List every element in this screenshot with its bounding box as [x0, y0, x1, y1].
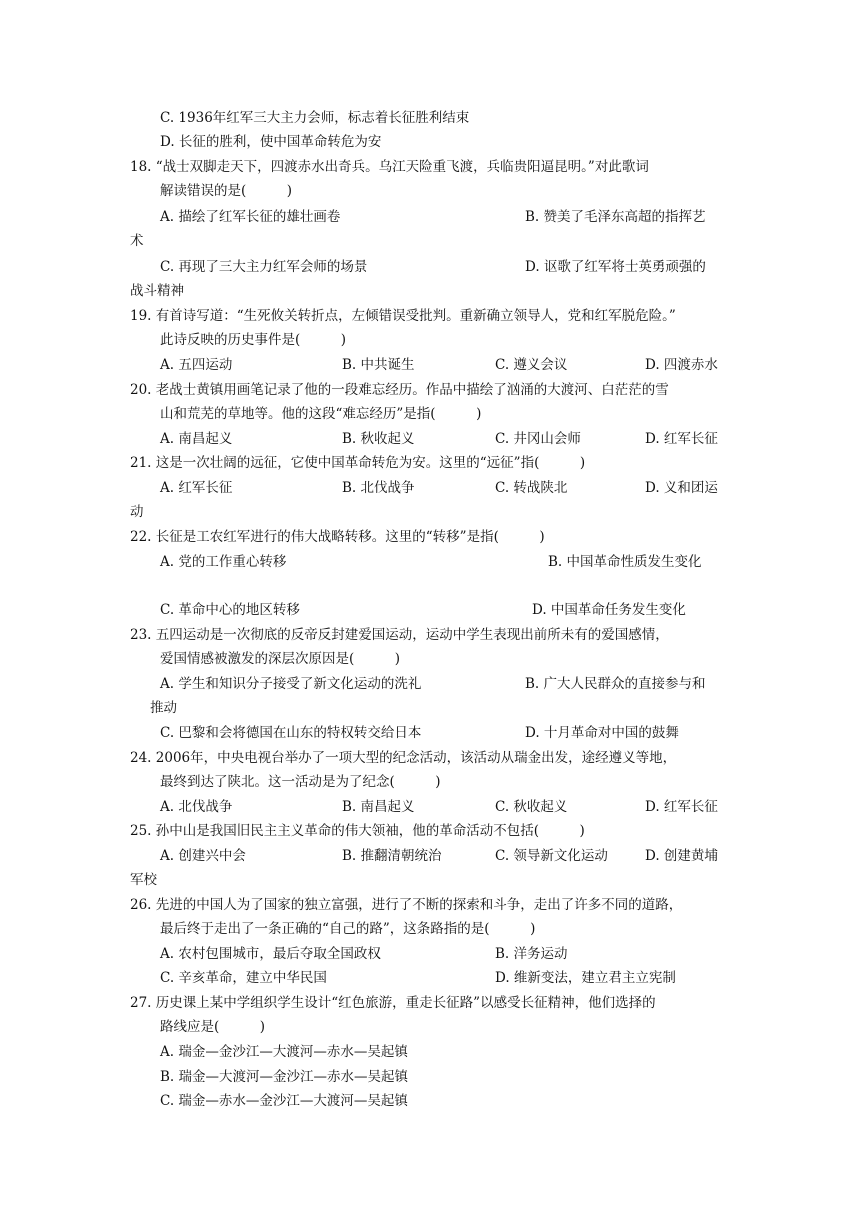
q19-option-a: A. 五四运动 — [160, 357, 233, 373]
q19-stem-cont: 此诗反映的历史事件是( ) — [160, 332, 347, 348]
q23-stem-cont: 爱国情感被激发的深层次原因是( ) — [160, 651, 401, 667]
q24-option-c: C. 秋收起义 — [495, 799, 568, 815]
q24-option-d: D. 红军长征 — [645, 799, 718, 815]
q26-option-c: C. 辛亥革命，建立中华民国 — [160, 970, 327, 986]
q18-option-b: B. 赞美了毛泽东高超的指挥艺 — [525, 209, 706, 225]
q23-option-b-wrap: 推动 — [150, 700, 177, 716]
q23-option-c: C. 巴黎和会将德国在山东的特权转交给日本 — [160, 725, 422, 741]
q22-option-a: A. 党的工作重心转移 — [160, 554, 287, 570]
q21-stem: 21. 这是一次壮阔的远征，它使中国革命转危为安。这里的“远征”指( ) — [130, 455, 586, 471]
q25-option-b: B. 推翻清朝统治 — [342, 848, 442, 864]
q25-option-d: D. 创建黄埔 — [645, 848, 718, 864]
q21-option-c: C. 转战陕北 — [495, 480, 568, 496]
q27-option-c: C. 瑞金—赤水—金沙江—大渡河—吴起镇 — [160, 1093, 408, 1109]
q20-option-d: D. 红军长征 — [645, 431, 718, 447]
q20-option-b: B. 秋收起义 — [342, 431, 415, 447]
q19-option-b: B. 中共诞生 — [342, 357, 415, 373]
q27-stem-cont: 路线应是( ) — [160, 1019, 266, 1035]
q19-option-c: C. 遵义会议 — [495, 357, 568, 373]
q26-option-d: D. 维新变法，建立君主立宪制 — [495, 970, 676, 986]
q23-option-d: D. 十月革命对中国的鼓舞 — [525, 725, 679, 741]
q26-stem: 26. 先进的中国人为了国家的独立富强，进行了不断的探索和斗争，走出了许多不同的道路， — [130, 897, 683, 913]
q24-stem-cont: 最终到达了陕北。这一活动是为了纪念( ) — [160, 774, 441, 790]
q18-stem: 18. “战士双脚走天下，四渡赤水出奇兵。乌江天险重飞渡，兵临贵阳逼昆明。”对此歌词 — [130, 159, 649, 175]
q27-option-b: B. 瑞金—大渡河—金沙江—赤水—吴起镇 — [160, 1069, 409, 1085]
q18-option-c: C. 再现了三大主力红军会师的场景 — [160, 259, 368, 275]
q19-stem: 19. 有首诗写道：“生死攸关转折点，左倾错误受批判。重新确立领导人，党和红军脱危险。” — [130, 308, 676, 324]
q20-stem: 20. 老战士黄镇用画笔记录了他的一段难忘经历。作品中描绘了汹涌的大渡河、白茫茫的雪 — [130, 382, 669, 398]
q18-option-d-wrap: 战斗精神 — [130, 283, 184, 299]
q18-option-b-wrap: 术 — [130, 233, 144, 249]
q17-option-c: C. 1936年红军三大主力会师，标志着长征胜利结束 — [160, 110, 470, 126]
q22-option-c: C. 革命中心的地区转移 — [160, 602, 300, 618]
q18-option-d: D. 讴歌了红军将士英勇顽强的 — [525, 259, 706, 275]
q20-option-a: A. 南昌起义 — [160, 431, 233, 447]
q26-option-b: B. 洋务运动 — [495, 946, 568, 962]
q25-option-a: A. 创建兴中会 — [160, 848, 246, 864]
q22-option-b: B. 中国革命性质发生变化 — [548, 554, 702, 570]
q21-option-d-wrap: 动 — [130, 504, 144, 520]
q24-option-a: A. 北伐战争 — [160, 799, 233, 815]
q26-option-a: A. 农村包围城市，最后夺取全国政权 — [160, 946, 381, 962]
q19-option-d: D. 四渡赤水 — [645, 357, 718, 373]
q17-option-d: D. 长征的胜利，使中国革命转危为安 — [160, 134, 382, 150]
q23-stem: 23. 五四运动是一次彻底的反帝反封建爱国运动，运动中学生表现出前所未有的爱国感情， — [130, 627, 669, 643]
q24-option-b: B. 南昌起义 — [342, 799, 415, 815]
q21-option-d: D. 义和团运 — [645, 480, 718, 496]
q21-option-b: B. 北伐战争 — [342, 480, 415, 496]
q23-option-b: B. 广大人民群众的直接参与和 — [525, 676, 706, 692]
q22-option-d: D. 中国革命任务发生变化 — [532, 602, 686, 618]
q24-stem: 24. 2006年，中央电视台举办了一项大型的纪念活动，该活动从瑞金出发，途经遵义等地， — [130, 750, 677, 766]
q27-stem: 27. 历史课上某中学组织学生设计“红色旅游，重走长征路”以感受长征精神，他们选择的 — [130, 995, 656, 1011]
q18-stem-cont: 解读错误的是( ) — [160, 183, 293, 199]
q27-option-a: A. 瑞金—金沙江—大渡河—赤水—吴起镇 — [160, 1044, 408, 1060]
q20-option-c: C. 井冈山会师 — [495, 431, 581, 447]
q20-stem-cont: 山和荒芜的草地等。他的这段“难忘经历”是指( ) — [160, 406, 482, 422]
q22-stem: 22. 长征是工农红军进行的伟大战略转移。这里的“转移”是指( ) — [130, 529, 545, 545]
q25-option-d-wrap: 军校 — [130, 872, 157, 888]
q23-option-a: A. 学生和知识分子接受了新文化运动的洗礼 — [160, 676, 422, 692]
q25-option-c: C. 领导新文化运动 — [495, 848, 608, 864]
q18-option-a: A. 描绘了红军长征的雄壮画卷 — [160, 209, 341, 225]
q25-stem: 25. 孙中山是我国旧民主主义革命的伟大领袖，他的革命活动不包括( ) — [130, 823, 585, 839]
q26-stem-cont: 最后终于走出了一条正确的“自己的路”，这条路指的是( ) — [160, 921, 536, 937]
q21-option-a: A. 红军长征 — [160, 480, 233, 496]
